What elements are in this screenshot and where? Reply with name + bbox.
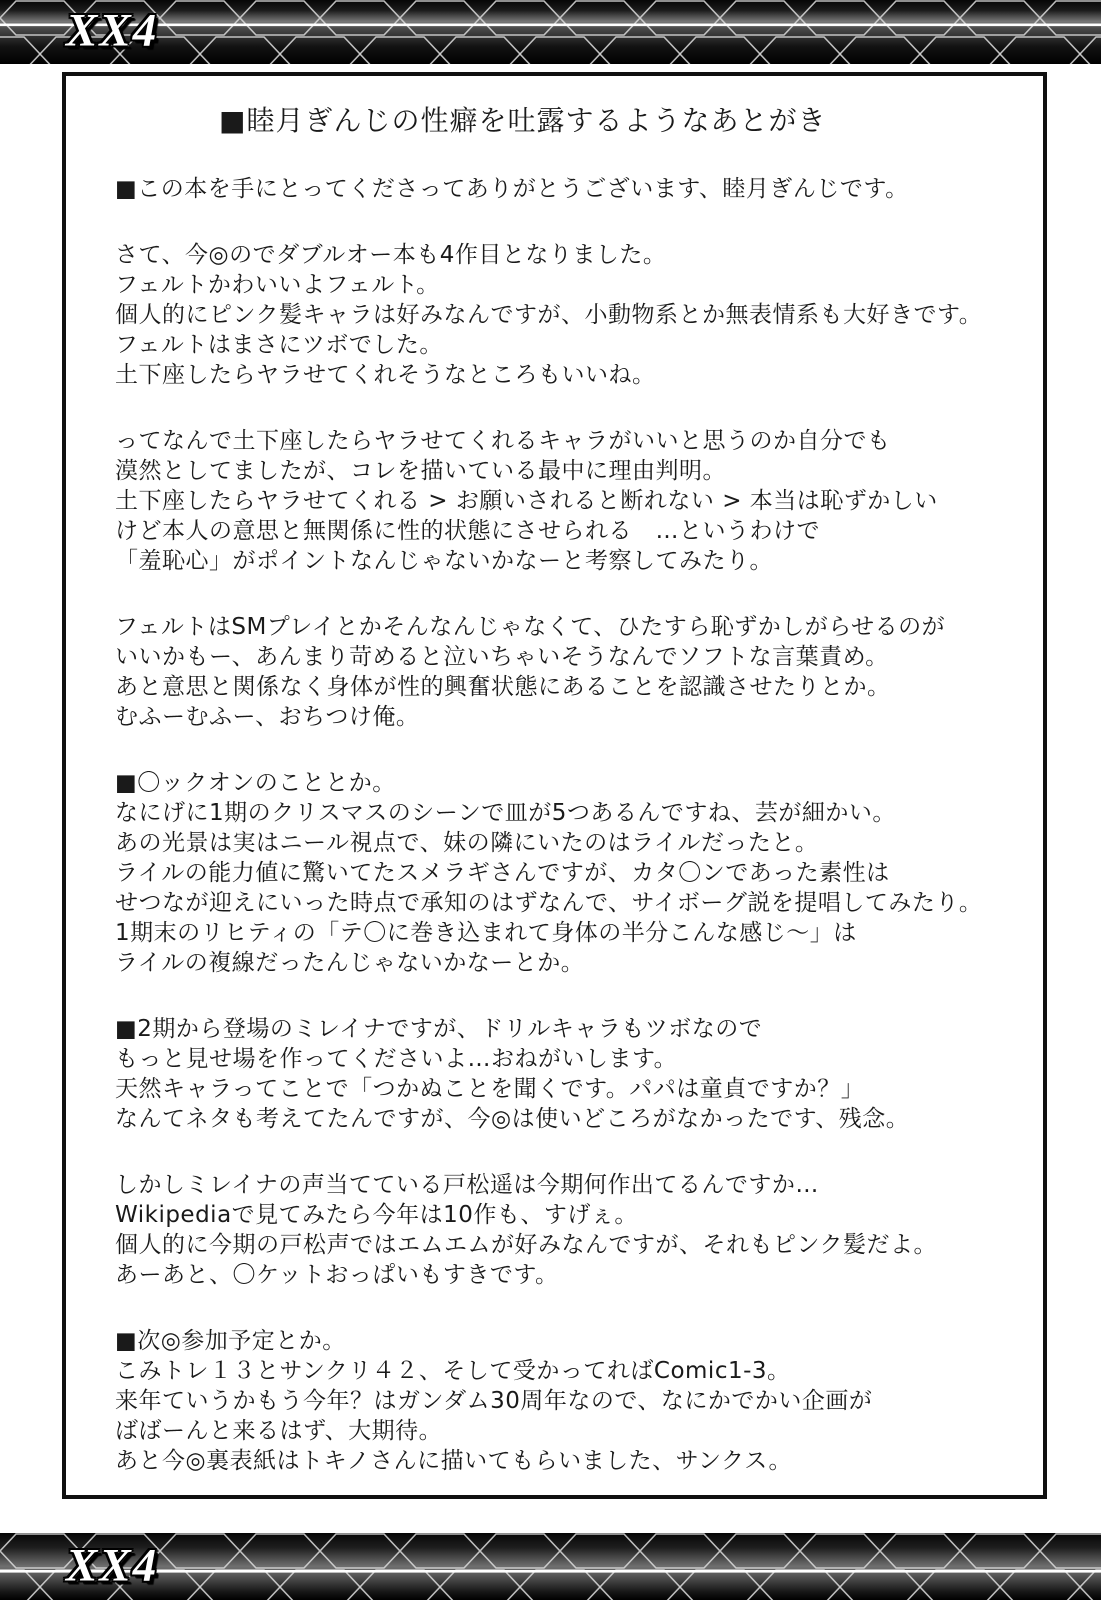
- paragraph: [115, 1326, 999, 1476]
- paragraph: [115, 174, 999, 204]
- paragraph: [115, 240, 999, 390]
- text-line: 土下座したらヤラせてくれそうなところもいいね。: [115, 362, 656, 388]
- text-line: ってなんで土下座したらヤラせてくれるキャラがいいと思うのか自分でも: [115, 428, 891, 454]
- text-line: ライルの複線だったんじゃないかなーとか。: [115, 950, 585, 976]
- hexagon-pattern: [0, 1533, 1101, 1600]
- paragraph: [115, 612, 999, 732]
- text-line: いいかもー、あんまり苛めると泣いちゃいそうなんでソフトな言葉責め。: [115, 644, 889, 670]
- text-line: けど本人の意思と無関係に性的状態にさせられる …というわけで: [115, 518, 820, 544]
- text-line: 来年ていうかもう今年？はガンダム30周年なので、なにかでかい企画が: [115, 1388, 873, 1414]
- text-line: なんてネタも考えてたんですが、今◎は使いどころがなかったです、残念。: [115, 1106, 910, 1132]
- text-line: ばばーんと来るはず、大期待。: [115, 1418, 443, 1444]
- text-line: なにげに1期のクリスマスのシーンで皿が5つあるんですね、芸が細かい。: [115, 800, 896, 826]
- text-line: 漠然としてましたが、コレを描いている最中に理由判明。: [115, 458, 726, 484]
- paragraph: [115, 768, 999, 978]
- text-line: フェルトはまさにツボでした。: [115, 332, 443, 358]
- text-line: あと今◎裏表紙はトキノさんに描いてもらいました、サンクス。: [115, 1448, 792, 1474]
- paragraph: [115, 1170, 999, 1290]
- content-box: [62, 72, 1047, 1499]
- text-line: Wikipediaで見てみたら今年は10作も、すげぇ。: [115, 1202, 638, 1228]
- hexagon-pattern: [0, 0, 1101, 64]
- text-line: さて、今◎のでダブルオー本も4作目となりました。: [115, 242, 667, 268]
- paragraph: [115, 1014, 999, 1134]
- banner-logo: XX4: [66, 1539, 159, 1592]
- text-line: 「羞恥心」がポイントなんじゃないかなーと考察してみたり。: [115, 548, 773, 574]
- text-line: あの光景は実はニール視点で、妹の隣にいたのはライルだったと。: [115, 830, 819, 856]
- banner-logo: XX4: [66, 4, 159, 57]
- text-line: むふーむふー、おちつけ俺。: [115, 704, 420, 730]
- text-line: 土下座したらヤラせてくれる > お願いされると断れない > 本当は恥ずかしい: [115, 488, 938, 514]
- text-line: しかしミレイナの声当てている戸松遥は今期何作出てるんですか…: [115, 1172, 819, 1198]
- text-line: ■次◎参加予定とか。: [115, 1328, 346, 1354]
- text-line: 個人的に今期の戸松声ではエムエムが好みなんですが、それもピンク髪だよ。: [115, 1232, 938, 1258]
- text-line: 1期末のリヒティの「テ〇に巻き込まれて身体の半分こんな感じ～」は: [115, 920, 857, 946]
- text-line: 天然キャラってことで「つかぬことを聞くです。パパは童貞ですか？」: [115, 1076, 865, 1102]
- text-line: あーあと、〇ケットおっぱいもすきです。: [115, 1262, 559, 1288]
- top-banner: [0, 0, 1101, 64]
- text-line: フェルトはSMプレイとかそんなんじゃなくて、ひたすら恥ずかしがらせるのが: [115, 614, 946, 640]
- paragraph: [115, 426, 999, 576]
- bottom-banner: [0, 1533, 1101, 1600]
- text-line: ■2期から登場のミレイナですが、ドリルキャラもツボなので: [115, 1016, 763, 1042]
- page-title: ■睦月ぎんじの性癖を吐露するようなあとがき: [219, 104, 827, 137]
- text-line: もっと見せ場を作ってくださいよ…おねがいします。: [115, 1046, 678, 1072]
- text-line: ■この本を手にとってくださってありがとうございます、睦月ぎんじです。: [115, 176, 909, 202]
- text-line: こみトレ１３とサンクリ４２、そして受かってればComic1-3。: [115, 1358, 791, 1384]
- text-line: せつなが迎えにいった時点で承知のはずなんで、サイボーグ説を提唱してみたり。: [115, 890, 983, 916]
- text-line: ■〇ックオンのこととか。: [115, 770, 396, 796]
- text-line: 個人的にピンク髪キャラは好みなんですが、小動物系とか無表情系も大好きです。: [115, 302, 983, 328]
- text-line: ライルの能力値に驚いてたスメラギさんですが、カタ〇ンであった素性は: [115, 860, 890, 886]
- text-line: フェルトかわいいよフェルト。: [115, 272, 440, 298]
- text-line: あと意思と関係なく身体が性的興奮状態にあることを認識させたりとか。: [115, 674, 891, 700]
